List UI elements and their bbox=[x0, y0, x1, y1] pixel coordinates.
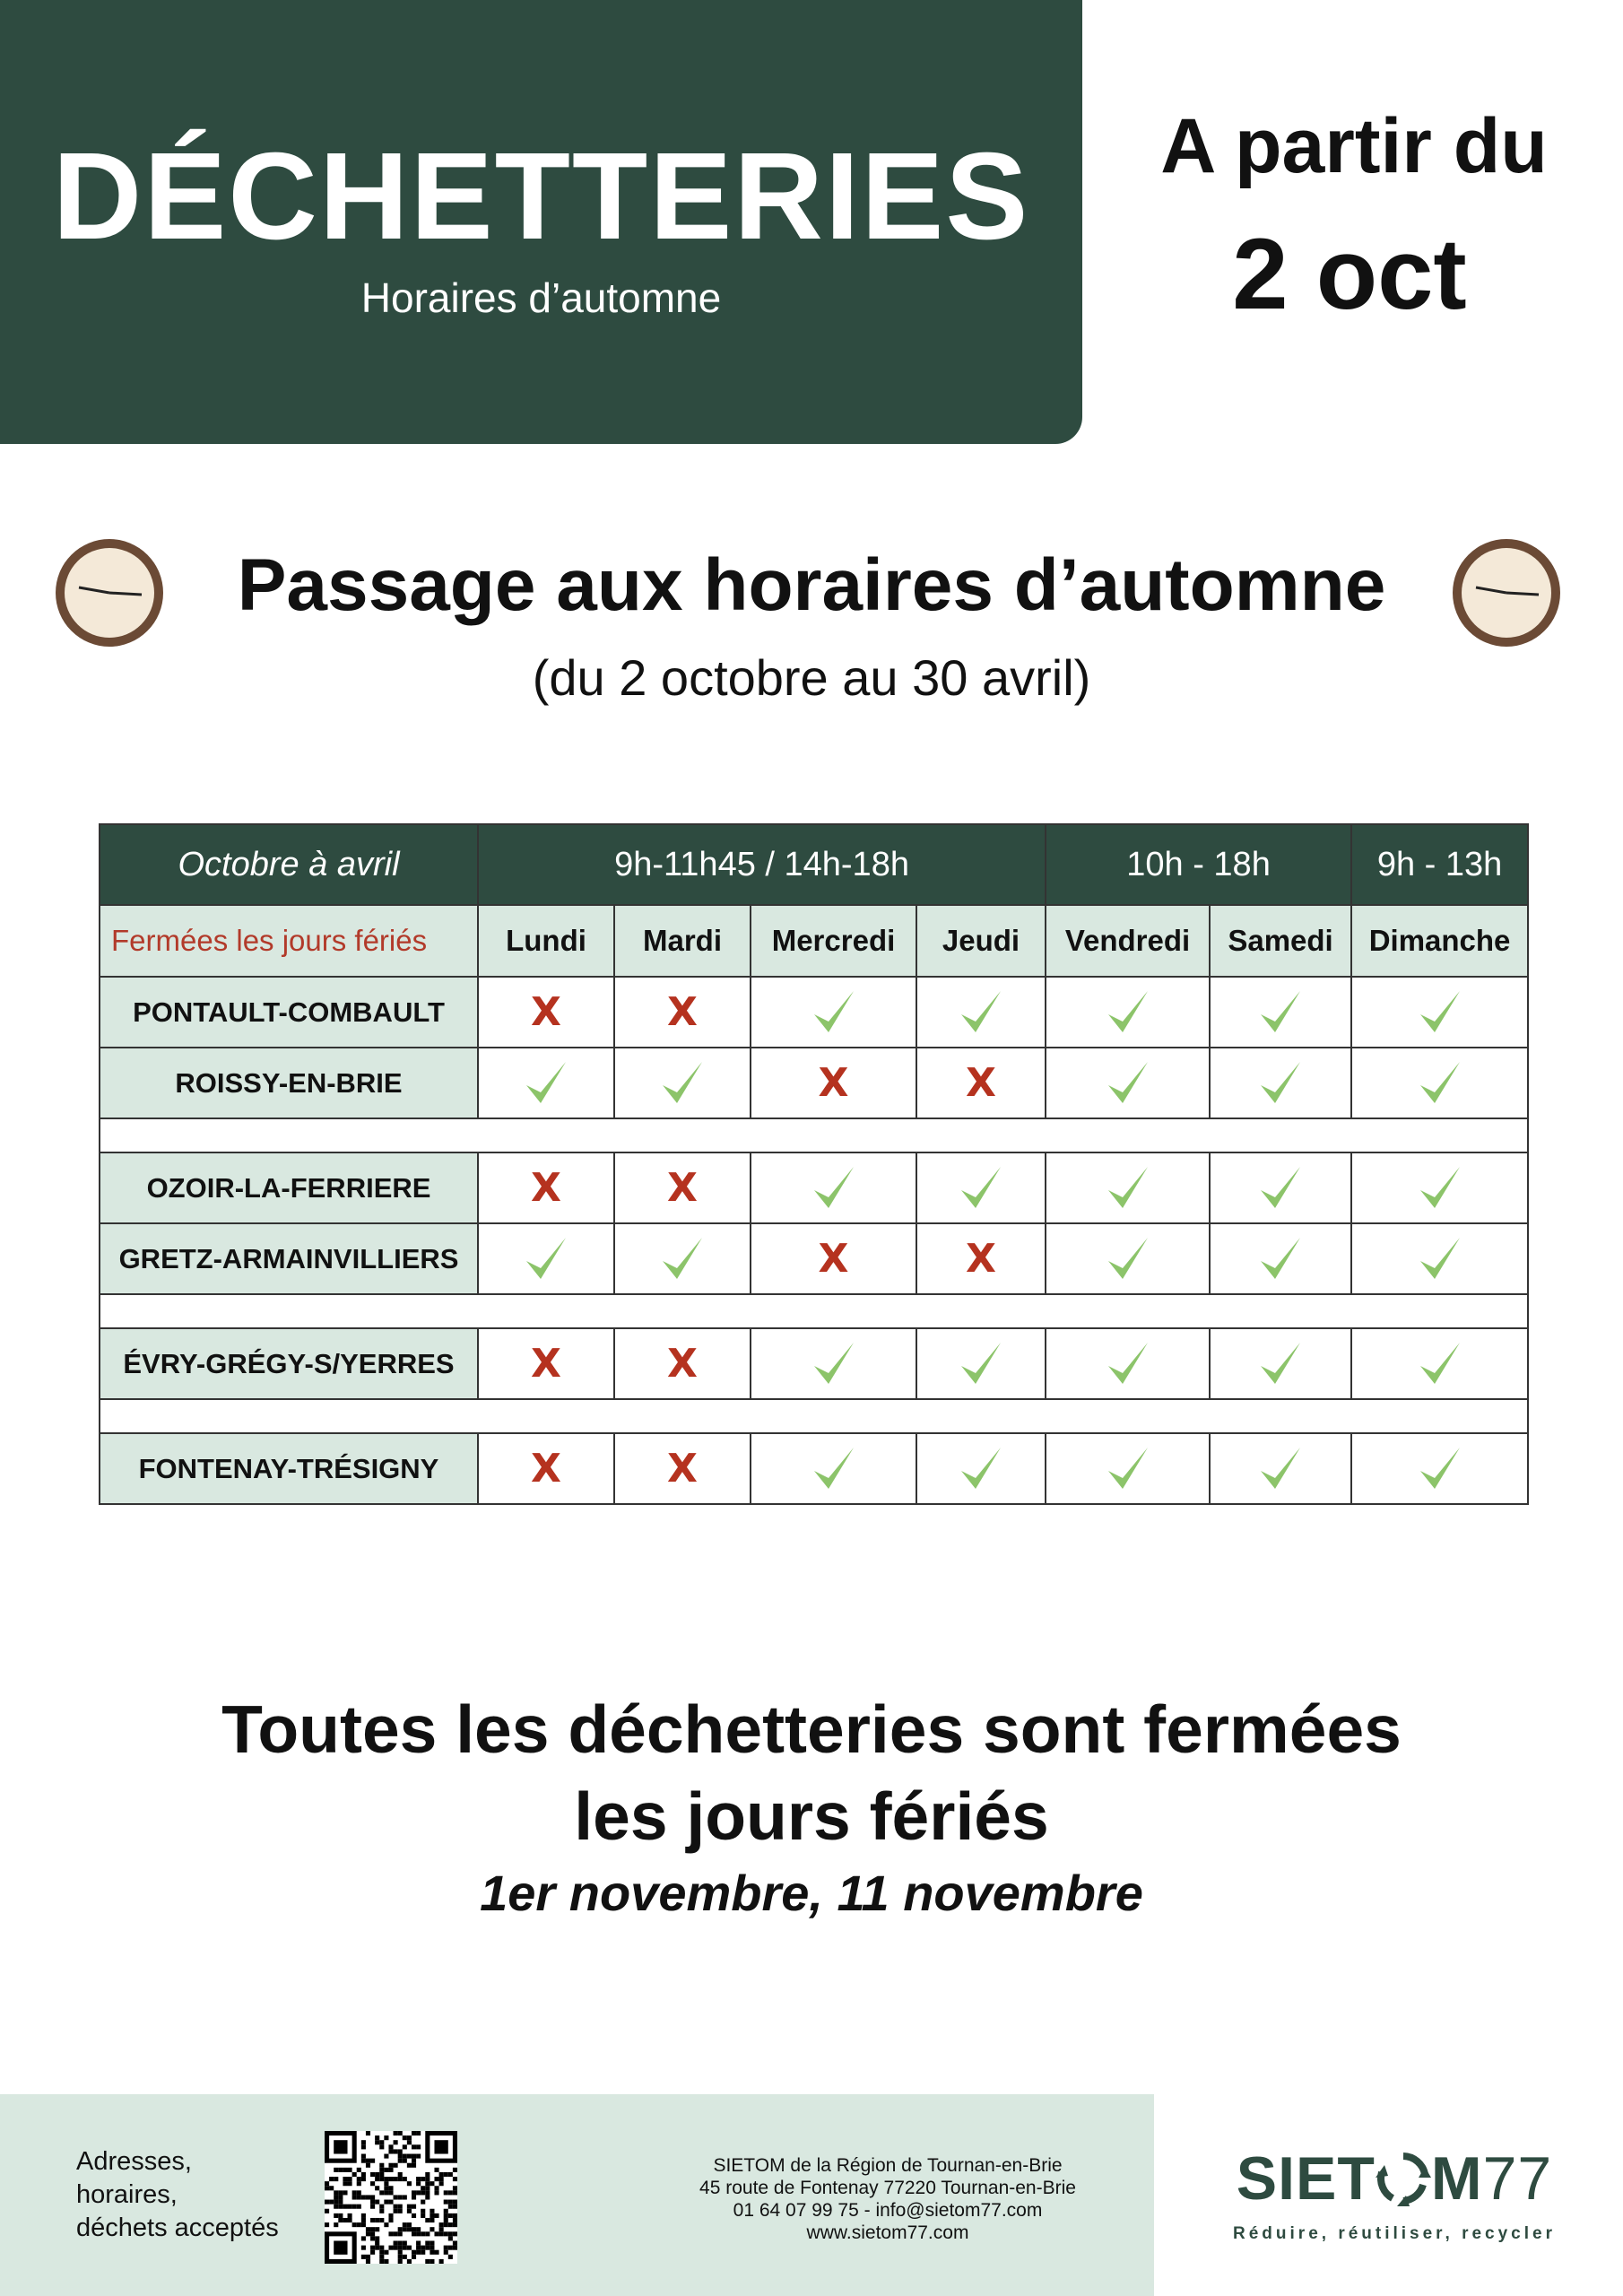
open-check-icon bbox=[1351, 1433, 1528, 1504]
closed-mark bbox=[916, 1223, 1046, 1294]
closed-x-icon: X bbox=[531, 1165, 561, 1211]
open-check-icon bbox=[1046, 1152, 1210, 1223]
open-check-icon bbox=[614, 1223, 751, 1294]
checkmark-icon bbox=[1352, 1058, 1527, 1109]
closing-line-1: Toutes les déchetteries sont fermées bbox=[221, 1692, 1402, 1767]
checkmark-icon bbox=[751, 1163, 916, 1213]
organization-info bbox=[664, 2154, 1112, 2244]
open-check-icon bbox=[614, 1048, 751, 1118]
schedule-body bbox=[100, 977, 1528, 1504]
page-title: DÉCHETTERIES bbox=[52, 127, 1030, 265]
open-check-icon bbox=[1210, 1223, 1351, 1294]
closing-notice bbox=[0, 1686, 1623, 1860]
logo-number: 77 bbox=[1482, 2144, 1553, 2213]
open-check-icon bbox=[751, 1152, 916, 1223]
open-check-icon bbox=[1046, 1328, 1210, 1399]
checkmark-icon bbox=[1211, 1163, 1350, 1213]
logo-tagline: Réduire, réutiliser, recycler bbox=[1233, 2224, 1556, 2243]
logo-text-right: M bbox=[1430, 2144, 1483, 2213]
day-label: Jeudi bbox=[916, 905, 1046, 977]
open-check-icon bbox=[1351, 1223, 1528, 1294]
day-label: Mercredi bbox=[751, 905, 916, 977]
day-label: Mardi bbox=[614, 905, 751, 977]
open-check-icon bbox=[1046, 1223, 1210, 1294]
closed-mark bbox=[614, 1433, 751, 1504]
closed-x-icon: X bbox=[818, 1060, 849, 1106]
closed-mark bbox=[478, 977, 614, 1048]
weekday-hours: 9h-11h45 / 14h-18h bbox=[478, 824, 1046, 905]
open-check-icon bbox=[916, 977, 1046, 1048]
site-name: ROISSY-EN-BRIE bbox=[100, 1048, 478, 1118]
start-label: A partir du bbox=[1160, 103, 1548, 189]
checkmark-icon bbox=[1046, 1234, 1209, 1284]
open-check-icon bbox=[1210, 1048, 1351, 1118]
closed-x-icon: X bbox=[818, 1236, 849, 1282]
closed-x-icon: X bbox=[966, 1060, 996, 1106]
open-check-icon bbox=[1351, 977, 1528, 1048]
open-check-icon bbox=[751, 1328, 916, 1399]
checkmark-icon bbox=[917, 987, 1045, 1038]
checkmark-icon bbox=[917, 1339, 1045, 1389]
checkmark-icon bbox=[1046, 987, 1209, 1038]
spacer-row bbox=[100, 1399, 1528, 1433]
checkmark-icon bbox=[1211, 1234, 1350, 1284]
closed-x-icon: X bbox=[531, 989, 561, 1035]
open-check-icon bbox=[1046, 977, 1210, 1048]
start-date: 2 oct bbox=[1232, 218, 1467, 330]
open-check-icon bbox=[1210, 977, 1351, 1048]
footer-link-line: Adresses, bbox=[76, 2147, 192, 2176]
table-row bbox=[100, 977, 1528, 1048]
checkmark-icon bbox=[917, 1444, 1045, 1494]
checkmark-icon bbox=[751, 1444, 916, 1494]
footer-link-line: déchets acceptés bbox=[76, 2213, 279, 2242]
sunday-hours: 9h - 13h bbox=[1351, 824, 1528, 905]
org-address: 45 route de Fontenay 77220 Tournan-en-Brie bbox=[699, 2178, 1076, 2198]
clock-icon bbox=[52, 535, 167, 650]
days-header-row bbox=[100, 905, 1528, 977]
site-name: ÉVRY-GRÉGY-S/YERRES bbox=[100, 1328, 478, 1399]
spacer-cell bbox=[100, 1118, 1528, 1152]
holiday-note: Fermées les jours fériés bbox=[100, 905, 478, 977]
table-row bbox=[100, 1152, 1528, 1223]
day-label: Lundi bbox=[478, 905, 614, 977]
site-name: OZOIR-LA-FERRIERE bbox=[100, 1152, 478, 1223]
open-check-icon bbox=[1210, 1152, 1351, 1223]
footer-links bbox=[76, 2145, 345, 2245]
open-check-icon bbox=[1351, 1048, 1528, 1118]
closed-mark bbox=[751, 1223, 916, 1294]
day-label: Dimanche bbox=[1351, 905, 1528, 977]
open-check-icon bbox=[1046, 1048, 1210, 1118]
checkmark-icon bbox=[1352, 1339, 1527, 1389]
section-title: Passage aux horaires d’automne bbox=[237, 544, 1386, 626]
open-check-icon bbox=[1351, 1152, 1528, 1223]
schedule-table bbox=[99, 823, 1529, 1505]
checkmark-icon bbox=[1211, 1444, 1350, 1494]
table-row bbox=[100, 1328, 1528, 1399]
checkmark-icon bbox=[1046, 1339, 1209, 1389]
open-check-icon bbox=[916, 1433, 1046, 1504]
open-check-icon bbox=[478, 1223, 614, 1294]
closed-x-icon: X bbox=[667, 1341, 698, 1387]
checkmark-icon bbox=[1046, 1163, 1209, 1213]
closed-mark bbox=[751, 1048, 916, 1118]
checkmark-icon bbox=[1211, 1339, 1350, 1389]
day-label: Vendredi bbox=[1046, 905, 1210, 977]
sietom-logo bbox=[1215, 2144, 1574, 2213]
closed-x-icon: X bbox=[531, 1446, 561, 1492]
recycle-icon bbox=[1376, 2151, 1431, 2206]
open-check-icon bbox=[1210, 1328, 1351, 1399]
checkmark-icon bbox=[917, 1163, 1045, 1213]
table-row bbox=[100, 1433, 1528, 1504]
checkmark-icon bbox=[1046, 1444, 1209, 1494]
checkmark-icon bbox=[1352, 987, 1527, 1038]
org-contact: 01 64 07 99 75 - info@sietom77.com bbox=[733, 2200, 1043, 2221]
closed-mark bbox=[478, 1433, 614, 1504]
closed-x-icon: X bbox=[667, 1165, 698, 1211]
checkmark-icon bbox=[1352, 1163, 1527, 1213]
open-check-icon bbox=[751, 1433, 916, 1504]
qr-code-icon[interactable] bbox=[325, 2131, 457, 2264]
closed-mark bbox=[614, 977, 751, 1048]
holiday-dates: 1er novembre, 11 novembre bbox=[480, 1865, 1143, 1921]
fri-sat-hours: 10h - 18h bbox=[1046, 824, 1351, 905]
spacer-cell bbox=[100, 1294, 1528, 1328]
closed-mark bbox=[478, 1328, 614, 1399]
open-check-icon bbox=[1351, 1328, 1528, 1399]
checkmark-icon bbox=[751, 987, 916, 1038]
checkmark-icon bbox=[615, 1234, 750, 1284]
closed-mark bbox=[478, 1152, 614, 1223]
closed-x-icon: X bbox=[667, 1446, 698, 1492]
open-check-icon bbox=[751, 977, 916, 1048]
closing-line-2: les jours fériés bbox=[574, 1779, 1049, 1854]
closed-mark bbox=[614, 1328, 751, 1399]
checkmark-icon bbox=[1352, 1234, 1527, 1284]
checkmark-icon bbox=[751, 1339, 916, 1389]
checkmark-icon bbox=[1046, 1058, 1209, 1109]
closed-x-icon: X bbox=[531, 1341, 561, 1387]
open-check-icon bbox=[1210, 1433, 1351, 1504]
spacer-cell bbox=[100, 1399, 1528, 1433]
checkmark-icon bbox=[479, 1058, 613, 1109]
spacer-row bbox=[100, 1118, 1528, 1152]
spacer-row bbox=[100, 1294, 1528, 1328]
open-check-icon bbox=[916, 1152, 1046, 1223]
day-label: Samedi bbox=[1210, 905, 1351, 977]
closed-x-icon: X bbox=[966, 1236, 996, 1282]
org-website[interactable]: www.sietom77.com bbox=[806, 2222, 969, 2243]
checkmark-icon bbox=[1352, 1444, 1527, 1494]
checkmark-icon bbox=[479, 1234, 613, 1284]
logo-text-left: SIET bbox=[1236, 2144, 1376, 2213]
closed-mark bbox=[614, 1152, 751, 1223]
open-check-icon bbox=[478, 1048, 614, 1118]
page-subtitle: Horaires d’automne bbox=[360, 274, 722, 321]
table-row bbox=[100, 1223, 1528, 1294]
closed-x-icon: X bbox=[667, 989, 698, 1035]
clock-icon bbox=[1449, 535, 1564, 650]
checkmark-icon bbox=[1211, 987, 1350, 1038]
site-name: PONTAULT-COMBAULT bbox=[100, 977, 478, 1048]
table-row bbox=[100, 1048, 1528, 1118]
site-name: FONTENAY-TRÉSIGNY bbox=[100, 1433, 478, 1504]
footer-link-line: horaires, bbox=[76, 2180, 178, 2209]
closed-mark bbox=[916, 1048, 1046, 1118]
open-check-icon bbox=[916, 1328, 1046, 1399]
open-check-icon bbox=[1046, 1433, 1210, 1504]
period-label: Octobre à avril bbox=[100, 824, 478, 905]
checkmark-icon bbox=[1211, 1058, 1350, 1109]
org-name: SIETOM de la Région de Tournan-en-Brie bbox=[713, 2155, 1063, 2176]
hours-header-row bbox=[100, 824, 1528, 905]
section-subtitle: (du 2 octobre au 30 avril) bbox=[532, 649, 1091, 706]
checkmark-icon bbox=[615, 1058, 750, 1109]
site-name: GRETZ-ARMAINVILLIERS bbox=[100, 1223, 478, 1294]
